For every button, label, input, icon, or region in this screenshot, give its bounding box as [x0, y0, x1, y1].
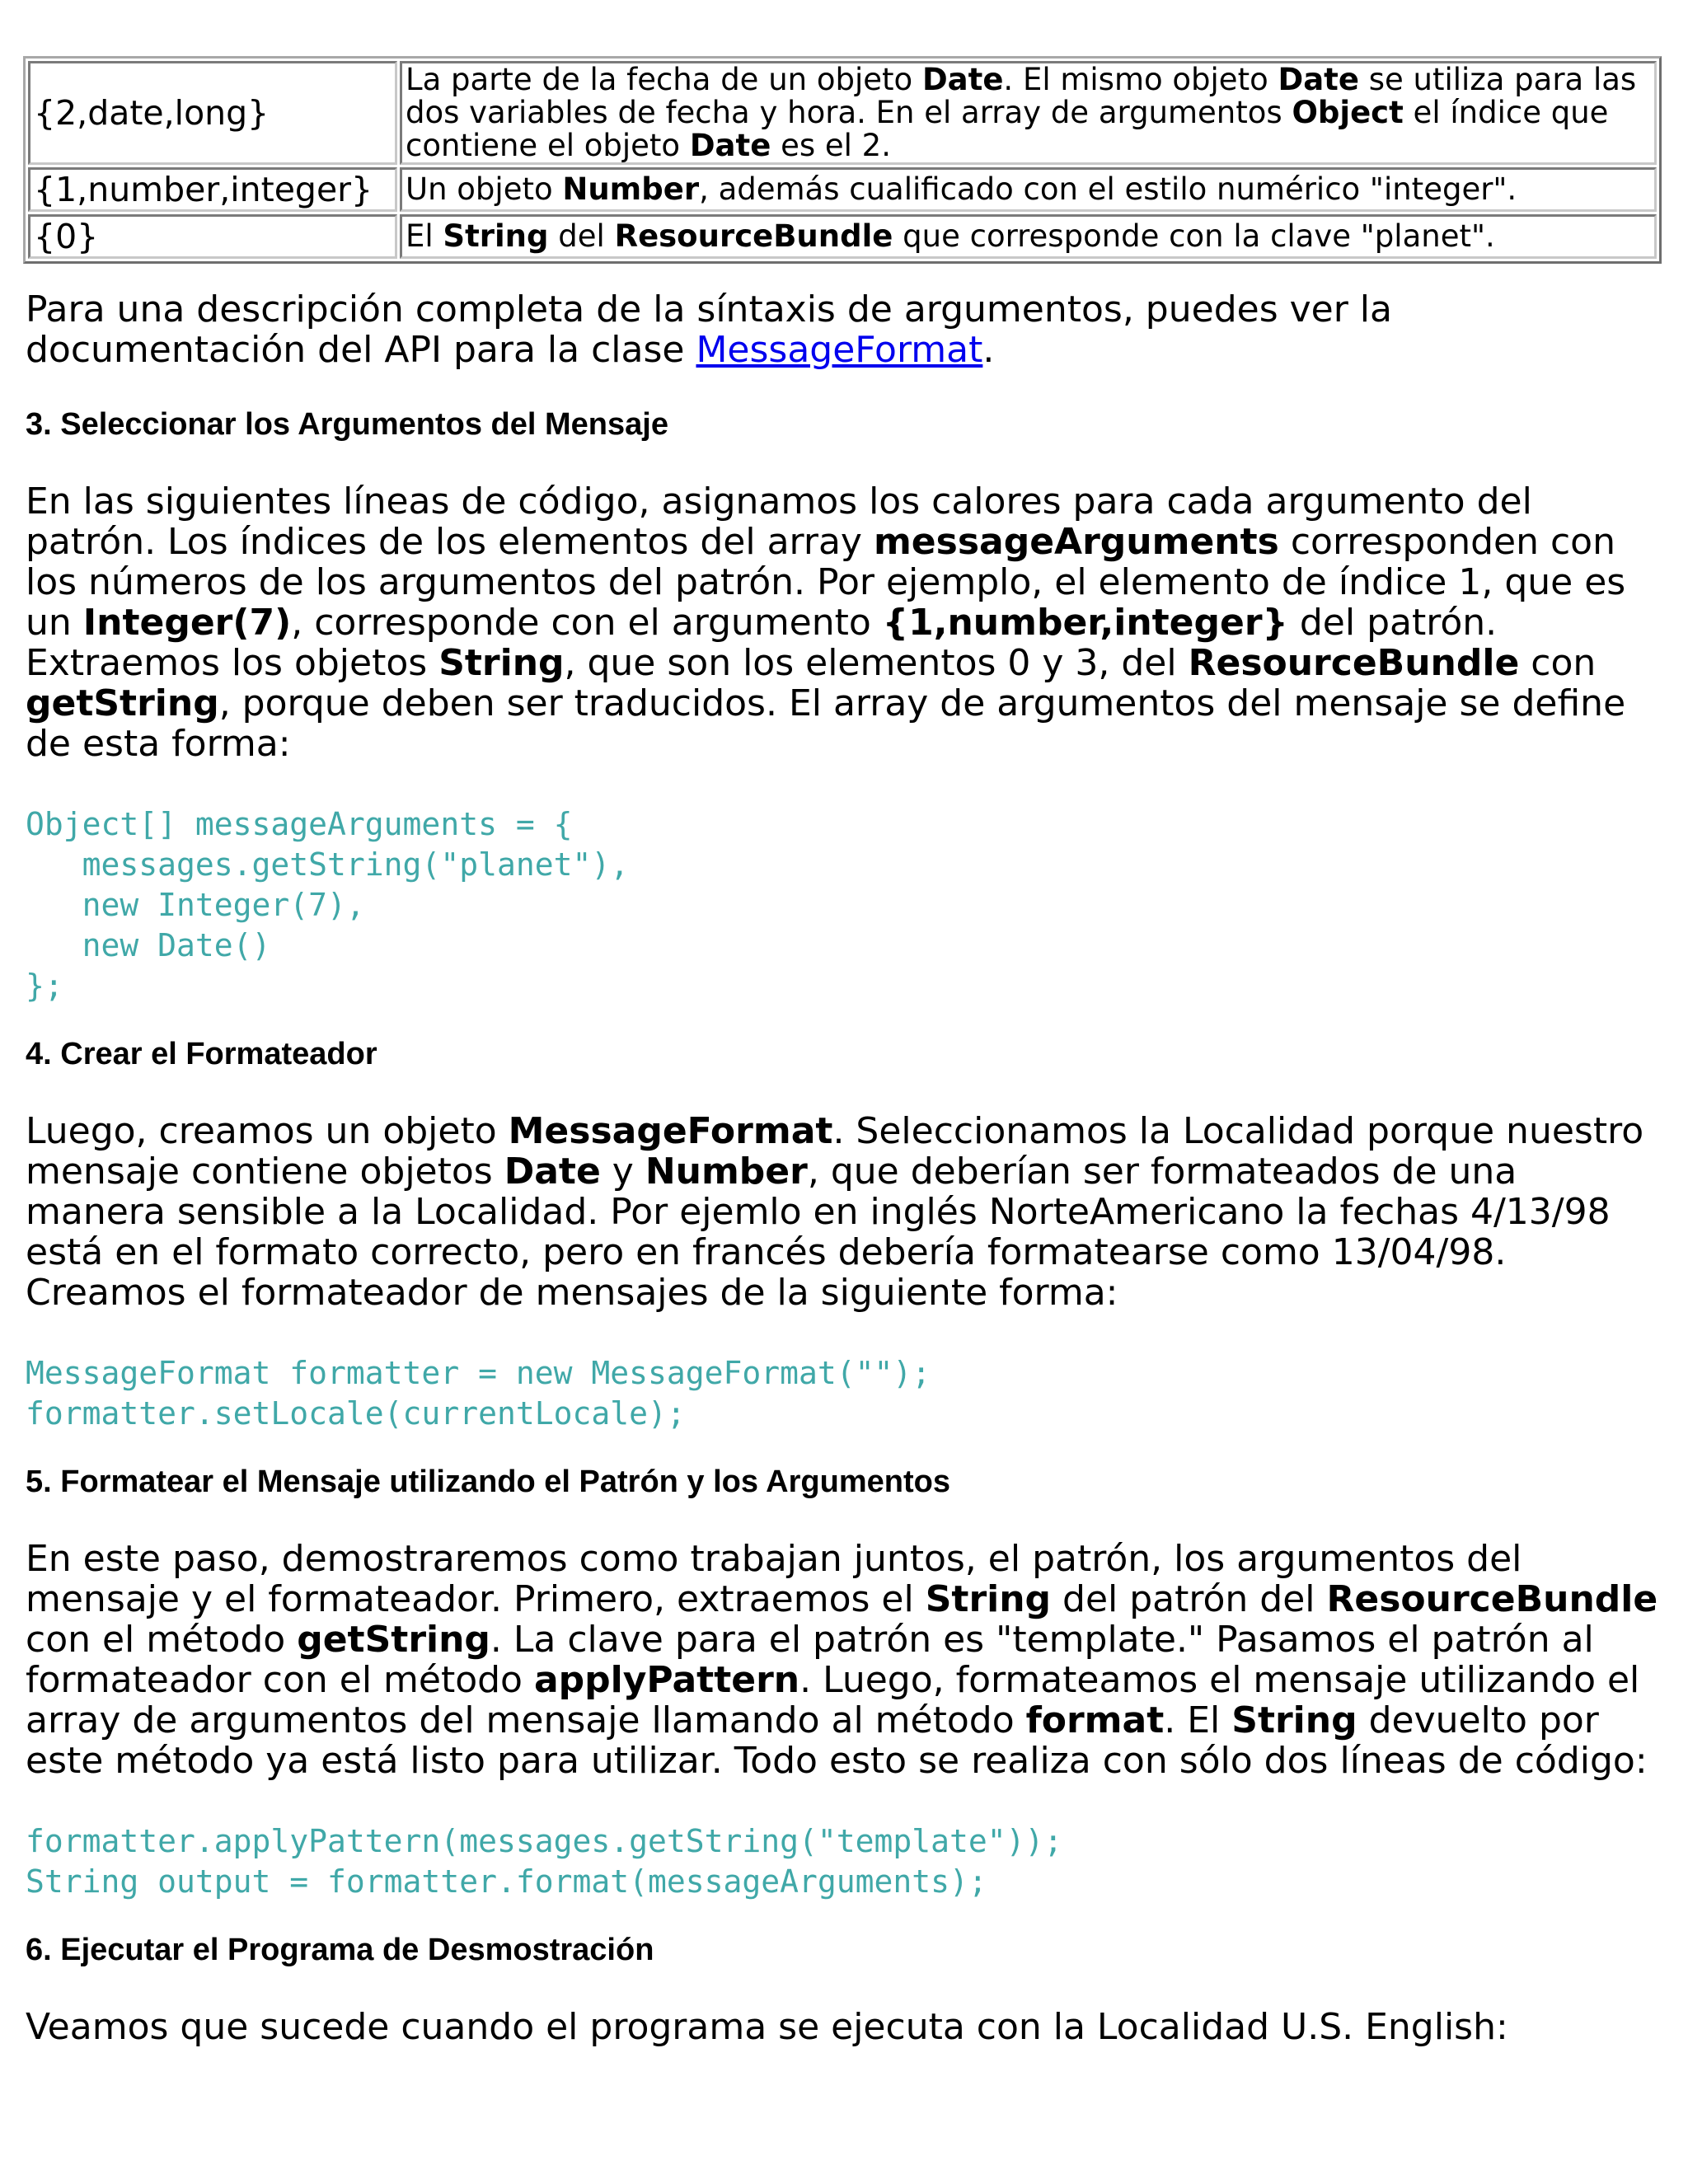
text-run: . Seleccionamos la Localidad porque nuestro mensaje contiene objetos [26, 1110, 1644, 1193]
text-run: , corresponde con el argumento [291, 602, 883, 644]
bold-term: Date [1278, 62, 1359, 97]
bold-term: MessageFormat [508, 1110, 833, 1152]
text-run: del patrón. Extraemos los objetos [26, 602, 1498, 684]
bold-term: String [925, 1578, 1052, 1620]
section-heading-5: 5. Formatear el Mensaje utilizando el Patrón y los Argumentos [26, 1465, 950, 1499]
bold-term: getString [26, 682, 219, 724]
table-row [28, 61, 1657, 165]
bold-term: Object [1292, 95, 1404, 130]
text-run: corresponden con los números de los argumentos del patrón. Por ejemplo, el elemento de índice 1, que es un [26, 521, 1626, 644]
section-heading-3: 3. Seleccionar los Argumentos del Mensaje [26, 407, 668, 442]
table-row [28, 214, 1657, 259]
document-page [26, 56, 1662, 2047]
text-run: devuelto por este método ya está listo para utilizar. Todo esto se realiza con sólo dos líneas de código: [26, 1699, 1648, 1782]
text-run: del patrón del [1051, 1578, 1327, 1620]
bold-term: Integer(7) [82, 602, 292, 644]
description-cell [400, 61, 1657, 165]
bold-term: String [1231, 1699, 1357, 1741]
code-block-message-arguments: Object[] messageArguments = { messages.getString("planet"), new Integer(7), new Date() }; [26, 806, 630, 1004]
table-row [28, 167, 1657, 212]
text-run: , que son los elementos 0 y 3, del [564, 642, 1189, 684]
text-run: . El mismo objeto [1003, 62, 1278, 97]
code-block-apply-pattern: formatter.applyPattern(messages.getString("template")); String output = formatter.format(messageArguments); [26, 1823, 1063, 1900]
text-run: del [548, 218, 615, 254]
argument-cell: {1,number,integer} [28, 167, 397, 212]
messageformat-link[interactable]: MessageFormat [696, 329, 983, 371]
bold-term: format [1025, 1699, 1165, 1741]
text-run: que corresponde con la clave "planet". [893, 218, 1495, 254]
text-run: . El [1164, 1699, 1232, 1741]
bold-term: ResourceBundle [1326, 1578, 1658, 1620]
section-heading-4: 4. Crear el Formateador [26, 1037, 377, 1071]
text-run: , además cualificado con el estilo numérico "integer". [699, 171, 1517, 207]
code-block-formatter: MessageFormat formatter = new MessageFormat(""); formatter.setLocale(currentLocale); [26, 1355, 931, 1432]
section-5-paragraph [26, 1539, 1662, 1781]
section-3-paragraph [26, 481, 1662, 764]
text-run: , que deberían ser formateados de una manera sensible a la Localidad. Por ejemlo en inglés NorteAmericano la fechas 4/13/98 está en el formato correcto, pero en francés debería formatearse como 13/04/98. Creamos el formateador de mensajes de la siguiente forma: [26, 1151, 1611, 1314]
text-run: Veamos que sucede cuando el programa se ejecuta con la Localidad U.S. English: [26, 2006, 1508, 2048]
bold-term: String [438, 642, 565, 684]
text-run: El [406, 218, 443, 254]
text-run: Luego, creamos un objeto [26, 1110, 509, 1152]
bold-term: Date [504, 1151, 601, 1193]
bold-term: Date [921, 62, 1004, 97]
intro-period: . [982, 329, 995, 371]
bold-term: Number [562, 171, 700, 207]
text-run: . Luego, formateamos el mensaje utilizando el array de argumentos del mensaje llamando al método [26, 1659, 1640, 1741]
bold-term: ResourceBundle [1188, 642, 1520, 684]
text-run: La parte de la fecha de un objeto [406, 62, 922, 97]
text-run: es el 2. [771, 128, 891, 163]
intro-paragraph [26, 289, 1662, 370]
text-run: el índice que contiene el objeto [406, 95, 1609, 163]
bold-term: Number [645, 1151, 808, 1193]
bold-term: applyPattern [533, 1659, 800, 1701]
intro-text: Para una descripción completa de la síntaxis de argumentos, puedes ver la documentación del API para la clase [26, 288, 1392, 371]
section-4-paragraph [26, 1111, 1662, 1313]
bold-term: getString [297, 1619, 490, 1661]
bold-term: ResourceBundle [614, 218, 893, 254]
text-run: y [600, 1151, 645, 1193]
description-cell [400, 167, 1657, 212]
bold-term: messageArguments [873, 521, 1279, 563]
section-heading-6: 6. Ejecutar el Programa de Desmostración [26, 1933, 654, 1967]
section-6-paragraph [26, 2007, 1662, 2047]
argument-cell: {0} [28, 214, 397, 259]
text-run: Un objeto [406, 171, 563, 207]
text-run: con el método [26, 1619, 298, 1661]
text-run: En este paso, demostraremos como trabajan juntos, el patrón, los argumentos del mensaje y el formateador. Primero, extraemos el [26, 1538, 1522, 1620]
bold-term: String [443, 218, 549, 254]
text-run: . La clave para el patrón es "template." Pasamos el patrón al formateador con el método [26, 1619, 1594, 1701]
arguments-table [23, 56, 1662, 264]
text-run: con [1519, 642, 1597, 684]
bold-term: Date [689, 128, 771, 163]
argument-cell: {2,date,long} [28, 61, 397, 165]
text-run: , porque deben ser traducidos. El array de argumentos del mensaje se define de esta forma: [26, 682, 1626, 765]
description-cell [400, 214, 1657, 259]
bold-term: {1,number,integer} [882, 602, 1288, 644]
text-run: se utiliza para las dos variables de fecha y hora. En el array de argumentos [406, 62, 1637, 130]
text-run: En las siguientes líneas de código, asignamos los calores para cada argumento del patrón. Los índices de los elementos del array [26, 480, 1532, 563]
